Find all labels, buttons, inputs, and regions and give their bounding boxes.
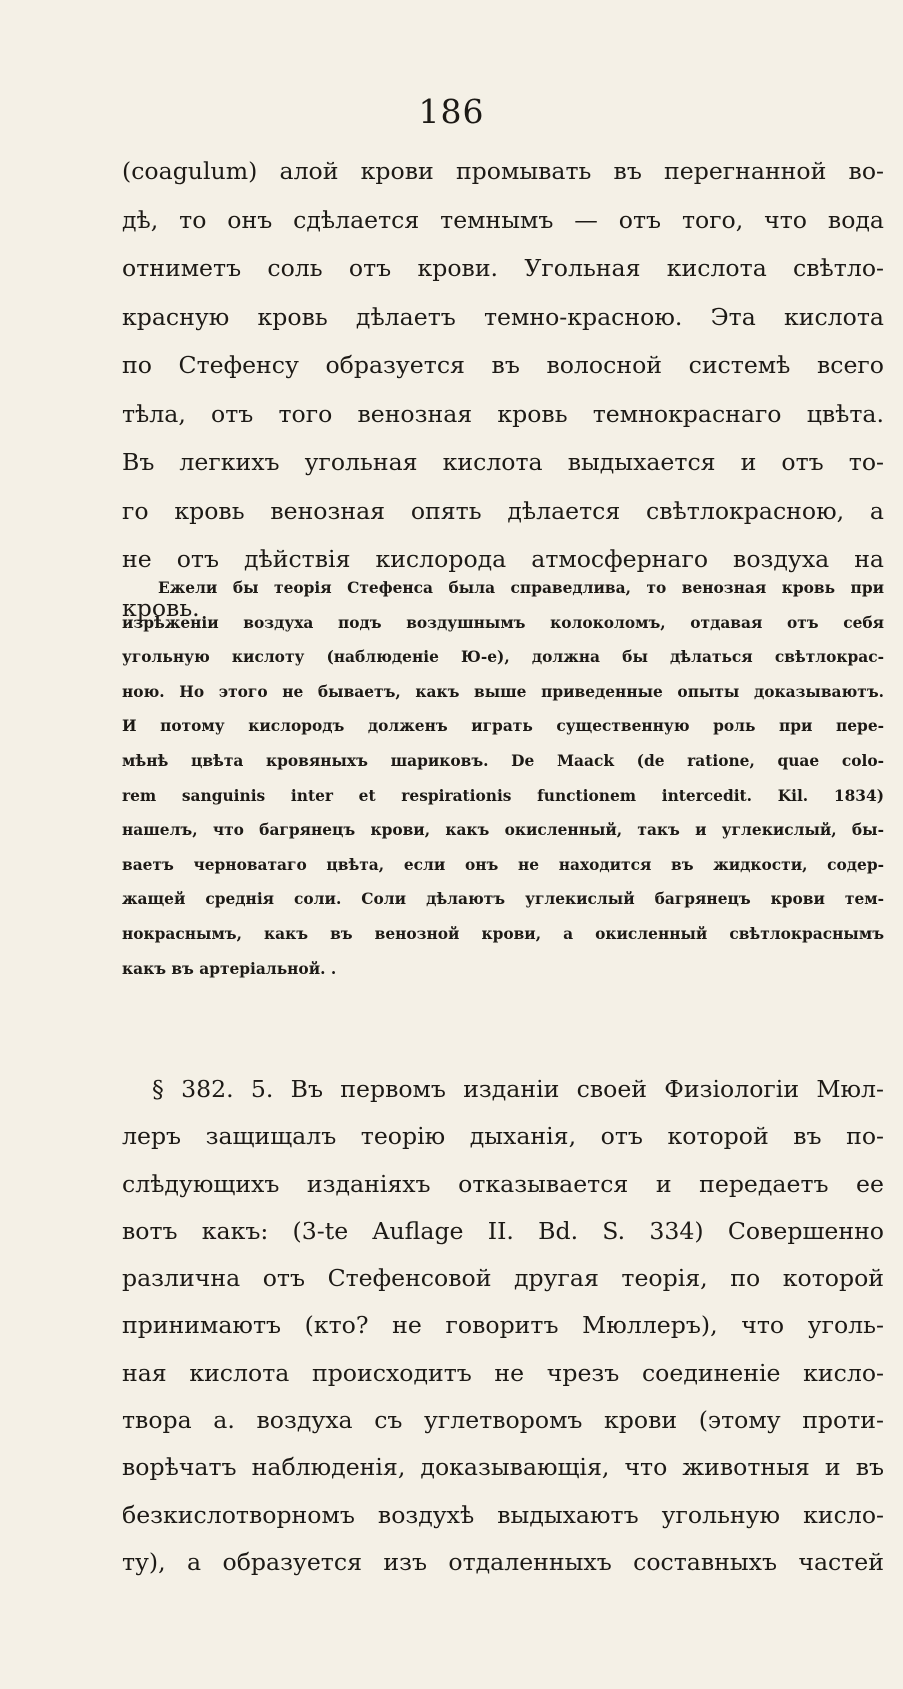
- text-line: леръ защищалъ теорію дыханія, отъ которой въ по-: [122, 1122, 884, 1151]
- text-line: принимаютъ (кто? не говоритъ Мюллеръ), что уголь-: [122, 1311, 884, 1340]
- footnote-line: жащей среднія соли. Соли дѣлаютъ углекислый багрянецъ крови тем-: [122, 890, 884, 909]
- footnote-line: мѣнѣ цвѣта кровяныхъ шариковъ. De Maack (de ratione, quae colo-: [122, 751, 884, 770]
- footnote-line: rem sanguinis inter et respirationis functionem intercedit. Kil. 1834): [122, 786, 884, 805]
- text-line: отниметъ соль отъ крови. Угольная кислота свѣтло-: [122, 254, 884, 282]
- footnote-line: ною. Но этого не бываетъ, какъ выше приведенные опыты доказываютъ.: [122, 682, 884, 701]
- text-line: по Стефенсу образуется въ волосной системѣ всего: [122, 351, 884, 379]
- footnote-line: Ежели бы теорія Стефенса была справедлива, то венозная кровь при: [158, 579, 884, 597]
- text-line: не отъ дѣйствія кислорода атмосфернаго воздуха на: [122, 545, 884, 573]
- footnote-line: угольную кислоту (наблюденіе Ю-е), должна бы дѣлаться свѣтлокрас-: [122, 648, 884, 667]
- footnote-line: нокраснымъ, какъ въ венозной крови, а окисленный свѣтлокраснымъ: [122, 924, 884, 943]
- footnote-line: И потому кислородъ долженъ играть существенную роль при пере-: [122, 717, 884, 736]
- text-line: кровь.: [122, 593, 200, 622]
- text-line: § 382. 5. Въ первомъ изданіи своей Физіологіи Мюл-: [152, 1075, 884, 1103]
- text-line: слѣдующихъ изданіяхъ отказывается и передаетъ ее: [122, 1169, 884, 1198]
- text-line: го кровь венозная опять дѣлается свѣтлокрасною, а: [122, 496, 884, 525]
- footnote-line: какъ въ артеріальной. .: [122, 959, 337, 978]
- text-line: (coagulum) алой крови промывать въ перегнанной во-: [122, 157, 884, 185]
- text-line: ту), а образуется изъ отдаленныхъ составныхъ частей: [122, 1547, 884, 1576]
- text-line: тѣла, отъ того венозная кровь темнокраснаго цвѣта.: [122, 399, 884, 428]
- paragraph-section-382: [122, 1066, 884, 1586]
- text-line: ворѣчатъ наблюденія, доказывающія, что животныя и въ: [122, 1453, 884, 1482]
- page-number: 186: [418, 92, 485, 131]
- footnote: [122, 571, 884, 986]
- paragraph-main: [122, 147, 884, 632]
- text-line: Въ легкихъ угольная кислота выдыхается и отъ то-: [122, 448, 884, 476]
- text-line: вотъ какъ: (3-te Auflage II. Bd. S. 334) Совершенно: [122, 1216, 884, 1245]
- text-line: красную кровь дѣлаетъ темно-красною. Эта кислота: [122, 302, 884, 331]
- text-line: дѣ, то онъ сдѣлается темнымъ — отъ того, что вода: [122, 205, 884, 234]
- footnote-line: нашелъ, что багрянецъ крови, какъ окисленный, такъ и углекислый, бы-: [122, 821, 884, 840]
- text-line: различна отъ Стефенсовой другая теорія, по которой: [122, 1264, 884, 1293]
- footnote-line: изрѣженіи воздуха подъ воздушнымъ колоколомъ, отдавая отъ себя: [122, 613, 884, 632]
- text-line: ная кислота происходитъ не чрезъ соединеніе кисло-: [122, 1358, 884, 1387]
- text-line: твора а. воздуха съ углетворомъ крови (этому проти-: [122, 1406, 884, 1435]
- footnote-line: ваетъ черноватаго цвѣта, если онъ не находится въ жидкости, содер-: [122, 855, 884, 874]
- text-line: безкислотворномъ воздухѣ выдыхаютъ угольную кисло-: [122, 1500, 884, 1529]
